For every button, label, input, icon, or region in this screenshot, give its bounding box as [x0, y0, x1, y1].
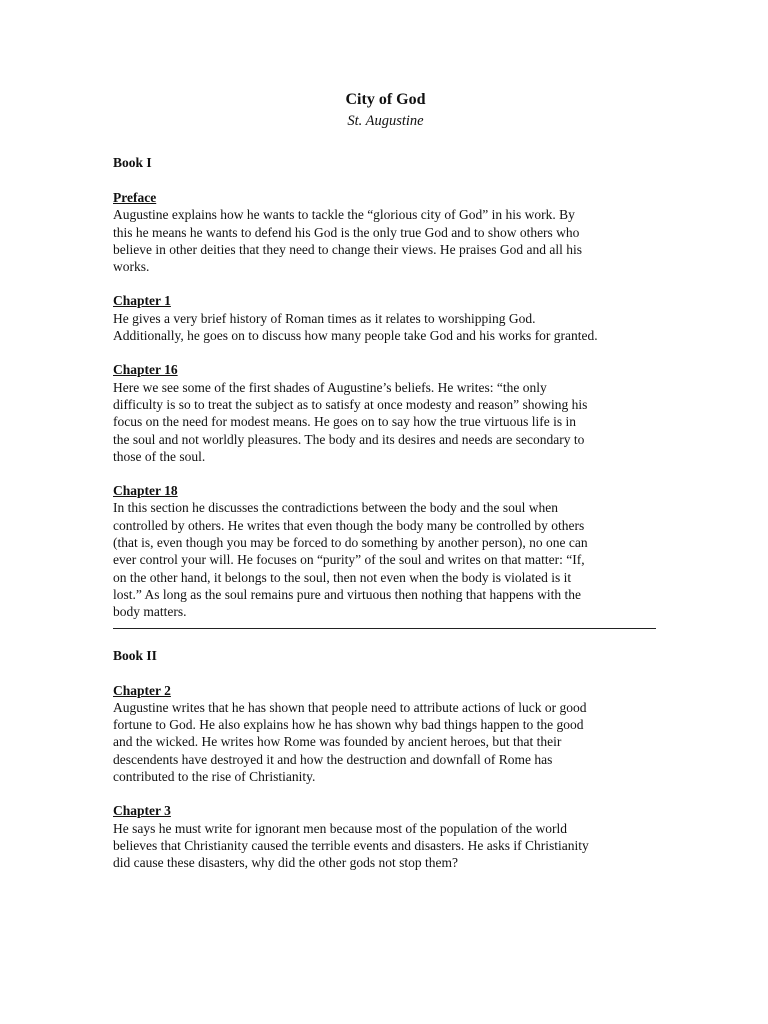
chapter-heading: Chapter 1: [113, 293, 171, 309]
text-line: this he means he wants to defend his God is the only true God and to show others who: [113, 224, 580, 240]
document-page: [113, 90, 658, 872]
text-line: body matters.: [113, 604, 187, 620]
text-line: those of the soul.: [113, 448, 206, 464]
chapter-section: [113, 682, 658, 786]
text-line: fortune to God. He also explains how he has shown why bad things happen to the good: [113, 717, 584, 733]
text-line: ever control your will. He focuses on “purity” of the soul and writes on that matter: “If,: [113, 552, 585, 568]
text-line: Augustine writes that he has shown that people need to attribute actions of luck or good: [113, 699, 587, 715]
text-line: controlled by others. He writes that even though the body many be controlled by others: [113, 517, 585, 533]
chapter-summary: [113, 379, 658, 465]
text-line: lost.” As long as the soul remains pure and virtuous then nothing that happens with the: [113, 586, 581, 602]
text-line: did cause these disasters, why did the other gods not stop them?: [113, 855, 458, 871]
document-body: [113, 154, 658, 872]
chapter-summary: [113, 820, 658, 872]
chapter-heading: Chapter 18: [113, 483, 178, 499]
text-line: descendents have destroyed it and how the destruction and downfall of Rome has: [113, 751, 553, 767]
text-line: He gives a very brief history of Roman times as it relates to worshipping God.: [113, 310, 536, 326]
book-heading: Book I: [113, 155, 152, 170]
text-line: the soul and not worldly pleasures. The body and its desires and needs are secondary to: [113, 431, 585, 447]
chapter-section: [113, 189, 658, 275]
text-line: Additionally, he goes on to discuss how many people take God and his works for granted.: [113, 328, 598, 344]
text-line: Here we see some of the first shades of Augustine’s beliefs. He writes: “the only: [113, 379, 547, 395]
chapter-summary: [113, 699, 658, 785]
chapter-heading: Chapter 2: [113, 682, 171, 698]
chapter-heading: Chapter 3: [113, 803, 171, 819]
chapter-section: [113, 292, 658, 344]
text-line: and the wicked. He writes how Rome was founded by ancient heroes, but that their: [113, 734, 562, 750]
text-line: believe in other deities that they need to change their views. He praises God and all his: [113, 241, 582, 257]
text-line: focus on the need for modest means. He goes on to say how the true virtuous life is in: [113, 414, 577, 430]
document-author: St. Augustine: [347, 113, 424, 129]
text-line: contributed to the rise of Christianity.: [113, 769, 316, 785]
text-line: believes that Christianity caused the terrible events and disasters. He asks if Christianity: [113, 837, 589, 853]
chapter-section: [113, 802, 658, 871]
text-line: He says he must write for ignorant men because most of the population of the world: [113, 820, 568, 836]
chapter-section: [113, 482, 658, 620]
text-line: In this section he discusses the contradictions between the body and the soul when: [113, 500, 559, 516]
chapter-section: [113, 361, 658, 465]
section-divider: [113, 628, 656, 629]
document-title: City of God: [345, 91, 426, 108]
book-heading: Book II: [113, 647, 157, 663]
text-line: Augustine explains how he wants to tackle the “glorious city of God” in his work. By: [113, 207, 575, 223]
text-line: works.: [113, 259, 150, 275]
text-line: on the other hand, it belongs to the soul, then not even when the body is violated is it: [113, 569, 572, 585]
text-line: (that is, even though you may be forced to do something by another person), no one can: [113, 535, 588, 551]
text-line: difficulty is so to treat the subject as to satisfy at once modesty and reason” showing his: [113, 396, 588, 412]
chapter-summary: [113, 206, 658, 275]
chapter-heading: Preface: [113, 190, 157, 205]
chapter-summary: [113, 499, 658, 620]
chapter-heading: Chapter 16: [113, 362, 178, 378]
chapter-summary: [113, 310, 658, 345]
